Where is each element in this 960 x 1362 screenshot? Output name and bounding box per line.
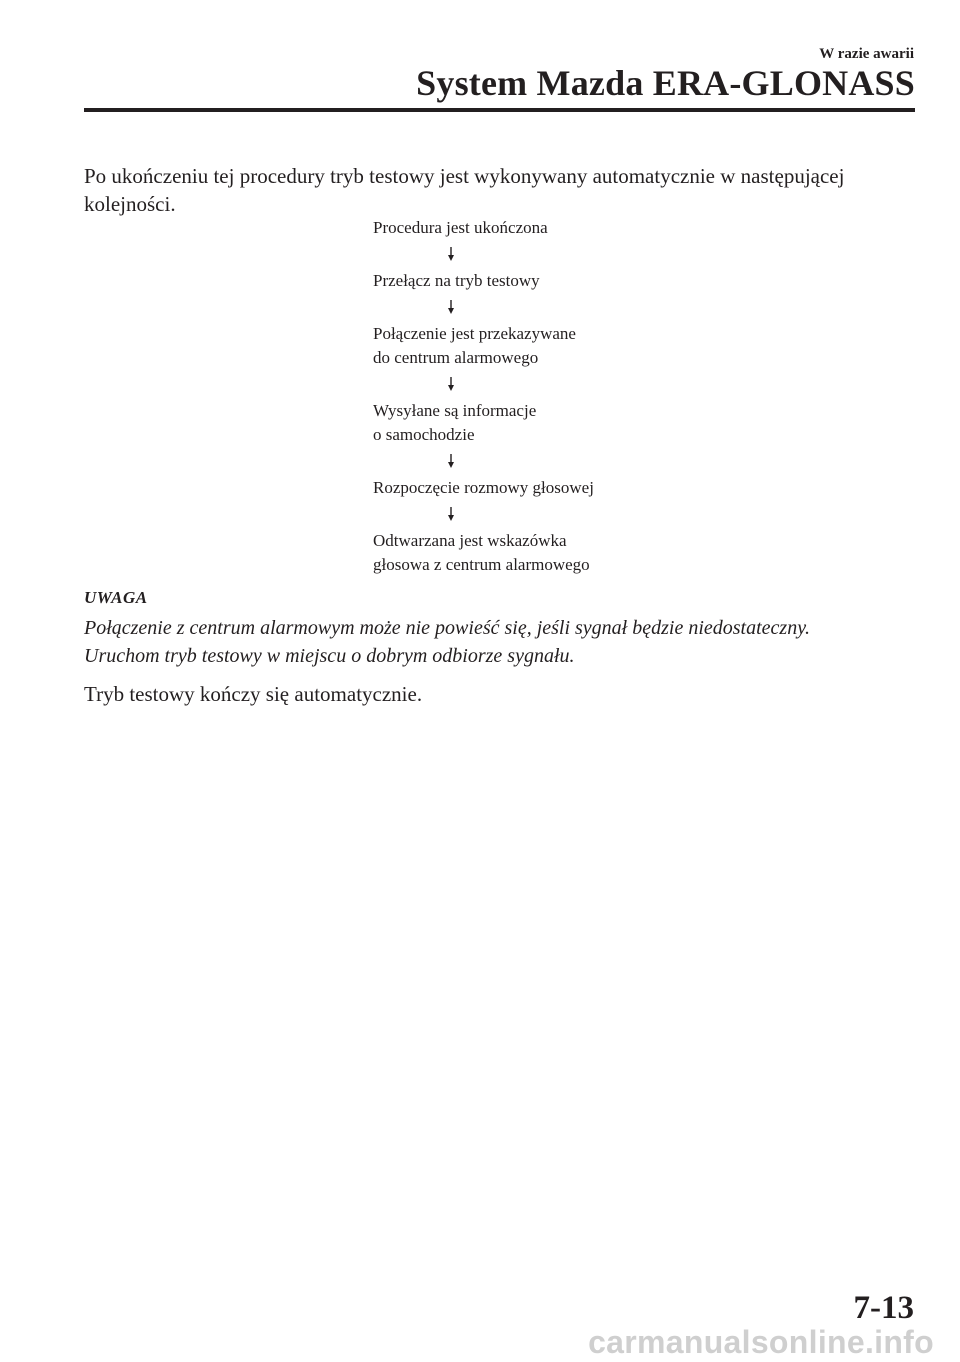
flow-step-2-line-1: Przełącz na tryb testowy bbox=[373, 271, 540, 290]
flow-step-2 bbox=[373, 269, 693, 293]
flow-arrow-4 bbox=[373, 447, 533, 476]
flow-arrow-3 bbox=[373, 370, 533, 399]
arrow-down-icon bbox=[447, 247, 455, 261]
note-line-1: Połączenie z centrum alarmowym może nie powieść się, jeśli sygnał będzie niedostateczny. bbox=[84, 617, 810, 639]
flow-arrow-5 bbox=[373, 500, 533, 529]
flow-arrow-1 bbox=[373, 240, 533, 269]
intro-paragraph: Po ukończeniu tej procedury tryb testowy jest wykonywany automatycznie w następującej kolejności. bbox=[84, 164, 845, 216]
flow-step-6 bbox=[373, 529, 693, 577]
flow-step-4 bbox=[373, 399, 693, 447]
flow-step-1 bbox=[373, 216, 693, 240]
flow-diagram bbox=[373, 216, 693, 577]
section-label: W razie awarii bbox=[819, 46, 914, 62]
arrow-down-icon bbox=[447, 377, 455, 391]
flow-step-4-line-2: o samochodzie bbox=[373, 425, 475, 444]
arrow-down-icon bbox=[447, 454, 455, 468]
flow-step-5 bbox=[373, 476, 693, 500]
page-number: 7-13 bbox=[853, 1290, 914, 1326]
note-line-2: Uruchom tryb testowy w miejscu o dobrym odbiorze sygnału. bbox=[84, 645, 575, 667]
note-text bbox=[84, 614, 914, 670]
closing-paragraph: Tryb testowy kończy się automatycznie. bbox=[84, 682, 423, 706]
flow-arrow-2 bbox=[373, 293, 533, 322]
flow-step-3-line-1: Połączenie jest przekazywane bbox=[373, 324, 576, 343]
flow-step-6-line-2: głosowa z centrum alarmowego bbox=[373, 555, 590, 574]
header-rule bbox=[84, 108, 915, 112]
note-label: UWAGA bbox=[84, 588, 148, 607]
flow-step-3-line-2: do centrum alarmowego bbox=[373, 348, 539, 367]
flow-step-5-line-1: Rozpoczęcie rozmowy głosowej bbox=[373, 478, 594, 497]
flow-step-3 bbox=[373, 322, 693, 370]
flow-step-1-line-1: Procedura jest ukończona bbox=[373, 218, 548, 237]
flow-step-6-line-1: Odtwarzana jest wskazówka bbox=[373, 531, 567, 550]
flow-step-4-line-1: Wysyłane są informacje bbox=[373, 401, 537, 420]
watermark: carmanualsonline.info bbox=[588, 1324, 934, 1360]
page-title: System Mazda ERA-GLONASS bbox=[416, 63, 915, 103]
arrow-down-icon bbox=[447, 507, 455, 521]
arrow-down-icon bbox=[447, 300, 455, 314]
